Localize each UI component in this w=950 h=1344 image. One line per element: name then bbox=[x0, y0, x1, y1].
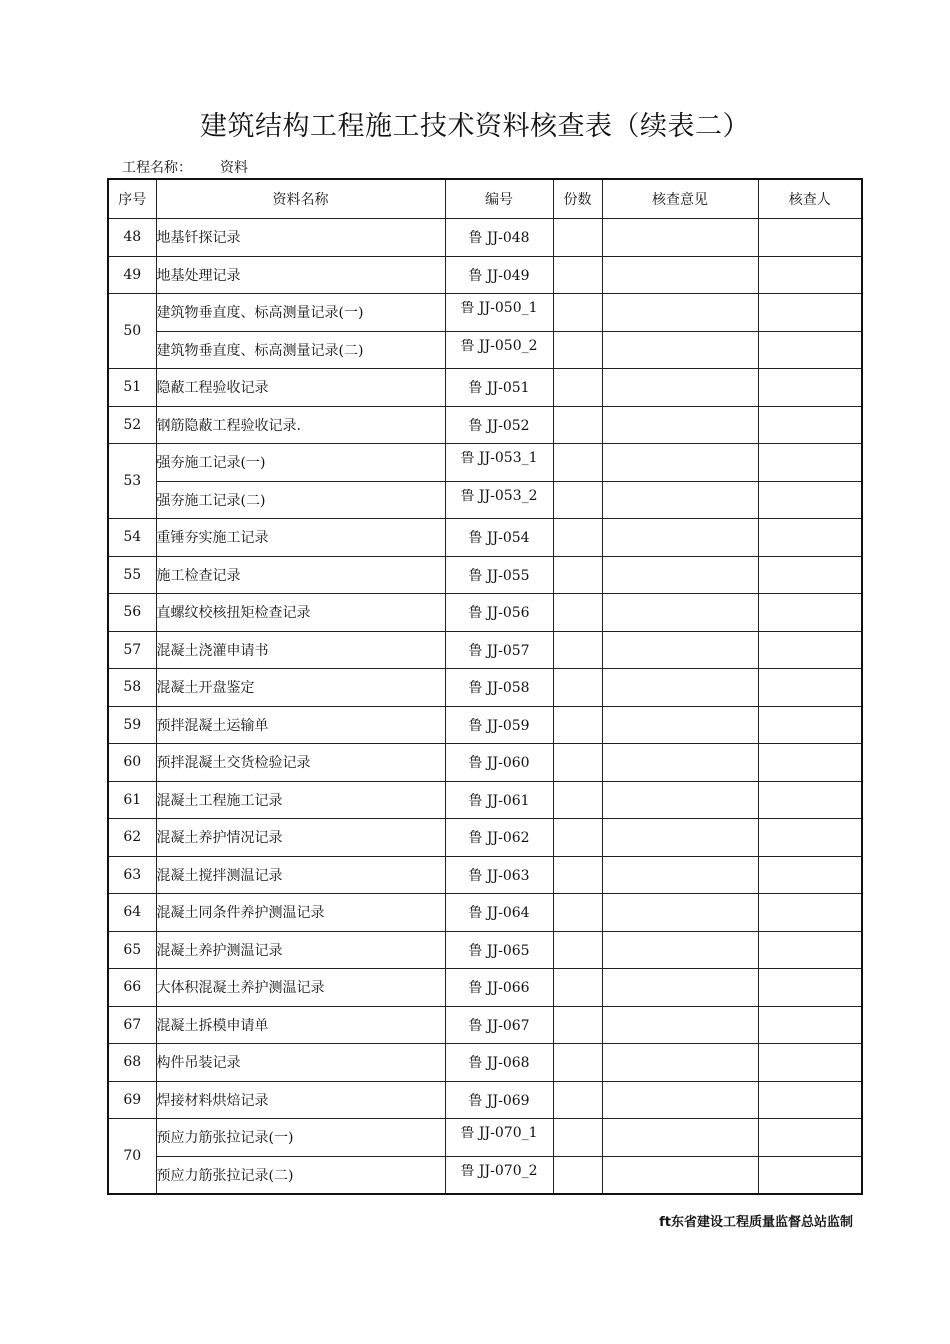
row-doc-code: 鲁 JJ-065 bbox=[445, 931, 553, 969]
row-checker[interactable] bbox=[758, 219, 862, 257]
row-doc-name: 混凝土开盘鉴定 bbox=[156, 669, 445, 707]
row-opinion[interactable] bbox=[602, 819, 758, 857]
header-checker: 核查人 bbox=[758, 179, 862, 219]
row-doc-code: 鲁 JJ-054 bbox=[445, 519, 553, 557]
row-seq: 52 bbox=[108, 406, 156, 444]
row-seq: 59 bbox=[108, 706, 156, 744]
row-opinion[interactable] bbox=[602, 781, 758, 819]
row-doc-code: 鲁 JJ-048 bbox=[445, 219, 553, 257]
row-copies[interactable] bbox=[553, 556, 602, 594]
row-doc-code-cell bbox=[445, 331, 553, 369]
row-doc-name: 混凝土浇灌申请书 bbox=[156, 631, 445, 669]
project-name-line bbox=[122, 157, 248, 177]
row-opinion[interactable] bbox=[602, 669, 758, 707]
row-opinion[interactable] bbox=[602, 1156, 758, 1194]
row-checker[interactable] bbox=[758, 969, 862, 1007]
row-doc-name: 预应力筋张拉记录(一) bbox=[156, 1119, 445, 1157]
header-opinion: 核查意见 bbox=[602, 179, 758, 219]
row-checker[interactable] bbox=[758, 294, 862, 332]
row-checker[interactable] bbox=[758, 1156, 862, 1194]
row-checker[interactable] bbox=[758, 406, 862, 444]
table-row bbox=[108, 969, 862, 1007]
row-doc-name: 建筑物垂直度、标高测量记录(一) bbox=[156, 294, 445, 332]
row-copies[interactable] bbox=[553, 294, 602, 332]
row-doc-name: 重锤夯实施工记录 bbox=[156, 519, 445, 557]
row-opinion[interactable] bbox=[602, 219, 758, 257]
row-opinion[interactable] bbox=[602, 256, 758, 294]
table-row bbox=[108, 856, 862, 894]
table-row bbox=[108, 594, 862, 632]
table-row bbox=[108, 219, 862, 257]
row-copies[interactable] bbox=[553, 1119, 602, 1157]
row-doc-code: 鲁 JJ-051 bbox=[445, 369, 553, 407]
row-seq: 57 bbox=[108, 631, 156, 669]
table-row bbox=[108, 1156, 862, 1194]
row-doc-name: 建筑物垂直度、标高测量记录(二) bbox=[156, 331, 445, 369]
row-doc-code-cell bbox=[445, 1156, 553, 1194]
row-checker[interactable] bbox=[758, 819, 862, 857]
row-doc-code: 鲁 JJ-053_1 bbox=[460, 451, 538, 466]
row-seq: 48 bbox=[108, 219, 156, 257]
row-opinion[interactable] bbox=[602, 1081, 758, 1119]
row-seq: 58 bbox=[108, 669, 156, 707]
row-seq: 55 bbox=[108, 556, 156, 594]
row-seq: 49 bbox=[108, 256, 156, 294]
row-copies[interactable] bbox=[553, 331, 602, 369]
table-row bbox=[108, 669, 862, 707]
row-opinion[interactable] bbox=[602, 294, 758, 332]
header-copies: 份数 bbox=[553, 179, 602, 219]
check-table bbox=[107, 178, 863, 1195]
row-checker[interactable] bbox=[758, 481, 862, 519]
row-copies[interactable] bbox=[553, 1081, 602, 1119]
row-opinion[interactable] bbox=[602, 969, 758, 1007]
row-copies[interactable] bbox=[553, 481, 602, 519]
header-code: 编号 bbox=[445, 179, 553, 219]
row-doc-name: 大体积混凝土养护测温记录 bbox=[156, 969, 445, 1007]
project-name-label: 工程名称： bbox=[122, 160, 192, 176]
row-doc-code: 鲁 JJ-058 bbox=[445, 669, 553, 707]
row-checker[interactable] bbox=[758, 631, 862, 669]
row-doc-code: 鲁 JJ-070_2 bbox=[460, 1163, 538, 1179]
row-copies[interactable] bbox=[553, 706, 602, 744]
table-row bbox=[108, 444, 862, 482]
row-seq: 54 bbox=[108, 519, 156, 557]
row-checker[interactable] bbox=[758, 706, 862, 744]
row-copies[interactable] bbox=[553, 744, 602, 782]
row-checker[interactable] bbox=[758, 256, 862, 294]
row-opinion[interactable] bbox=[602, 444, 758, 482]
row-doc-name: 强夯施工记录(二) bbox=[156, 481, 445, 519]
row-copies[interactable] bbox=[553, 1006, 602, 1044]
row-doc-name: 钢筋隐蔽工程验收记录. bbox=[156, 406, 445, 444]
row-opinion[interactable] bbox=[602, 706, 758, 744]
row-doc-code: 鲁 JJ-064 bbox=[445, 894, 553, 932]
row-opinion[interactable] bbox=[602, 594, 758, 632]
header-name: 资料名称 bbox=[156, 179, 445, 219]
table-row bbox=[108, 331, 862, 369]
row-copies[interactable] bbox=[553, 894, 602, 932]
row-doc-name: 构件吊装记录 bbox=[156, 1044, 445, 1082]
table-row bbox=[108, 931, 862, 969]
row-doc-code: 鲁 JJ-063 bbox=[445, 856, 553, 894]
row-opinion[interactable] bbox=[602, 1044, 758, 1082]
header-seq: 序号 bbox=[108, 179, 156, 219]
row-checker[interactable] bbox=[758, 1006, 862, 1044]
row-doc-code: 鲁 JJ-057 bbox=[445, 631, 553, 669]
row-opinion[interactable] bbox=[602, 369, 758, 407]
row-opinion[interactable] bbox=[602, 481, 758, 519]
row-checker[interactable] bbox=[758, 1044, 862, 1082]
row-doc-name: 混凝土搅拌测温记录 bbox=[156, 856, 445, 894]
row-doc-code-cell bbox=[445, 481, 553, 519]
footer-issuer: ft东省建设工程质量监督总站监制 bbox=[659, 1215, 853, 1230]
row-copies[interactable] bbox=[553, 1044, 602, 1082]
row-opinion[interactable] bbox=[602, 856, 758, 894]
row-seq: 64 bbox=[108, 894, 156, 932]
row-checker[interactable] bbox=[758, 669, 862, 707]
row-opinion[interactable] bbox=[602, 556, 758, 594]
row-doc-name: 焊接材料烘焙记录 bbox=[156, 1081, 445, 1119]
row-doc-code-cell bbox=[445, 444, 553, 482]
row-opinion[interactable] bbox=[602, 519, 758, 557]
row-doc-code: 鲁 JJ-070_1 bbox=[460, 1126, 538, 1141]
row-doc-name: 预拌混凝土运输单 bbox=[156, 706, 445, 744]
row-copies[interactable] bbox=[553, 781, 602, 819]
row-seq: 70 bbox=[108, 1119, 156, 1195]
table-header-row bbox=[108, 179, 862, 219]
row-doc-code: 鲁 JJ-068 bbox=[445, 1044, 553, 1082]
row-doc-code: 鲁 JJ-066 bbox=[445, 969, 553, 1007]
table-row bbox=[108, 256, 862, 294]
page-title: 建筑结构工程施工技术资料核查表（续表二） bbox=[200, 111, 750, 142]
table-row bbox=[108, 481, 862, 519]
row-copies[interactable] bbox=[553, 969, 602, 1007]
row-seq: 63 bbox=[108, 856, 156, 894]
row-copies[interactable] bbox=[553, 444, 602, 482]
row-copies[interactable] bbox=[553, 406, 602, 444]
table-body bbox=[108, 219, 862, 1195]
row-opinion[interactable] bbox=[602, 894, 758, 932]
table-row bbox=[108, 406, 862, 444]
table-row bbox=[108, 1119, 862, 1157]
table-row bbox=[108, 706, 862, 744]
row-doc-code: 鲁 JJ-049 bbox=[445, 256, 553, 294]
row-doc-name: 强夯施工记录(一) bbox=[156, 444, 445, 482]
row-opinion[interactable] bbox=[602, 331, 758, 369]
row-doc-name: 隐蔽工程验收记录 bbox=[156, 369, 445, 407]
row-opinion[interactable] bbox=[602, 406, 758, 444]
row-copies[interactable] bbox=[553, 819, 602, 857]
row-doc-name: 地基钎探记录 bbox=[156, 219, 445, 257]
row-seq: 50 bbox=[108, 294, 156, 369]
row-doc-code-cell bbox=[445, 1119, 553, 1157]
row-opinion[interactable] bbox=[602, 931, 758, 969]
row-doc-name: 混凝土工程施工记录 bbox=[156, 781, 445, 819]
table-row bbox=[108, 1081, 862, 1119]
row-checker[interactable] bbox=[758, 594, 862, 632]
row-doc-name: 施工检查记录 bbox=[156, 556, 445, 594]
row-checker[interactable] bbox=[758, 1081, 862, 1119]
table-row bbox=[108, 1006, 862, 1044]
row-seq: 61 bbox=[108, 781, 156, 819]
row-checker[interactable] bbox=[758, 894, 862, 932]
table-row bbox=[108, 744, 862, 782]
row-checker[interactable] bbox=[758, 331, 862, 369]
row-doc-name: 直螺纹校核扭矩检查记录 bbox=[156, 594, 445, 632]
row-seq: 60 bbox=[108, 744, 156, 782]
row-checker[interactable] bbox=[758, 781, 862, 819]
row-doc-name: 地基处理记录 bbox=[156, 256, 445, 294]
row-checker[interactable] bbox=[758, 856, 862, 894]
row-checker[interactable] bbox=[758, 369, 862, 407]
row-copies[interactable] bbox=[553, 931, 602, 969]
row-doc-code: 鲁 JJ-061 bbox=[445, 781, 553, 819]
row-copies[interactable] bbox=[553, 219, 602, 257]
row-copies[interactable] bbox=[553, 369, 602, 407]
row-seq: 56 bbox=[108, 594, 156, 632]
table-row bbox=[108, 1044, 862, 1082]
row-seq: 62 bbox=[108, 819, 156, 857]
row-opinion[interactable] bbox=[602, 744, 758, 782]
row-doc-name: 混凝土养护测温记录 bbox=[156, 931, 445, 969]
row-checker[interactable] bbox=[758, 519, 862, 557]
table-row bbox=[108, 556, 862, 594]
row-doc-code: 鲁 JJ-069 bbox=[445, 1081, 553, 1119]
row-doc-code: 鲁 JJ-060 bbox=[445, 744, 553, 782]
row-checker[interactable] bbox=[758, 556, 862, 594]
table-row bbox=[108, 369, 862, 407]
row-seq: 68 bbox=[108, 1044, 156, 1082]
row-doc-code: 鲁 JJ-067 bbox=[445, 1006, 553, 1044]
row-copies[interactable] bbox=[553, 1156, 602, 1194]
row-checker[interactable] bbox=[758, 931, 862, 969]
row-copies[interactable] bbox=[553, 669, 602, 707]
table-row bbox=[108, 781, 862, 819]
table-row bbox=[108, 894, 862, 932]
row-checker[interactable] bbox=[758, 744, 862, 782]
table-row bbox=[108, 819, 862, 857]
table-row bbox=[108, 519, 862, 557]
row-seq: 65 bbox=[108, 931, 156, 969]
table-row bbox=[108, 631, 862, 669]
row-doc-code-cell bbox=[445, 294, 553, 332]
row-copies[interactable] bbox=[553, 856, 602, 894]
row-checker[interactable] bbox=[758, 1119, 862, 1157]
row-checker[interactable] bbox=[758, 444, 862, 482]
row-doc-code: 鲁 JJ-056 bbox=[445, 594, 553, 632]
row-copies[interactable] bbox=[553, 594, 602, 632]
row-doc-name: 混凝土养护情况记录 bbox=[156, 819, 445, 857]
row-doc-name: 预拌混凝土交货检验记录 bbox=[156, 744, 445, 782]
row-opinion[interactable] bbox=[602, 631, 758, 669]
row-doc-name: 预应力筋张拉记录(二) bbox=[156, 1156, 445, 1194]
row-doc-code: 鲁 JJ-050_2 bbox=[460, 338, 538, 354]
row-doc-code: 鲁 JJ-062 bbox=[445, 819, 553, 857]
row-copies[interactable] bbox=[553, 256, 602, 294]
row-copies[interactable] bbox=[553, 631, 602, 669]
row-seq: 66 bbox=[108, 969, 156, 1007]
row-doc-name: 混凝土拆模申请单 bbox=[156, 1006, 445, 1044]
row-opinion[interactable] bbox=[602, 1119, 758, 1157]
row-doc-code: 鲁 JJ-050_1 bbox=[460, 301, 538, 316]
row-seq: 53 bbox=[108, 444, 156, 519]
row-doc-name: 混凝土同条件养护测温记录 bbox=[156, 894, 445, 932]
project-name-value: 资料 bbox=[220, 160, 248, 176]
row-seq: 67 bbox=[108, 1006, 156, 1044]
table-row bbox=[108, 294, 862, 332]
row-doc-code: 鲁 JJ-059 bbox=[445, 706, 553, 744]
row-seq: 51 bbox=[108, 369, 156, 407]
row-copies[interactable] bbox=[553, 519, 602, 557]
row-doc-code: 鲁 JJ-052 bbox=[445, 406, 553, 444]
row-doc-code: 鲁 JJ-053_2 bbox=[460, 488, 538, 504]
row-doc-code: 鲁 JJ-055 bbox=[445, 556, 553, 594]
row-opinion[interactable] bbox=[602, 1006, 758, 1044]
row-seq: 69 bbox=[108, 1081, 156, 1119]
